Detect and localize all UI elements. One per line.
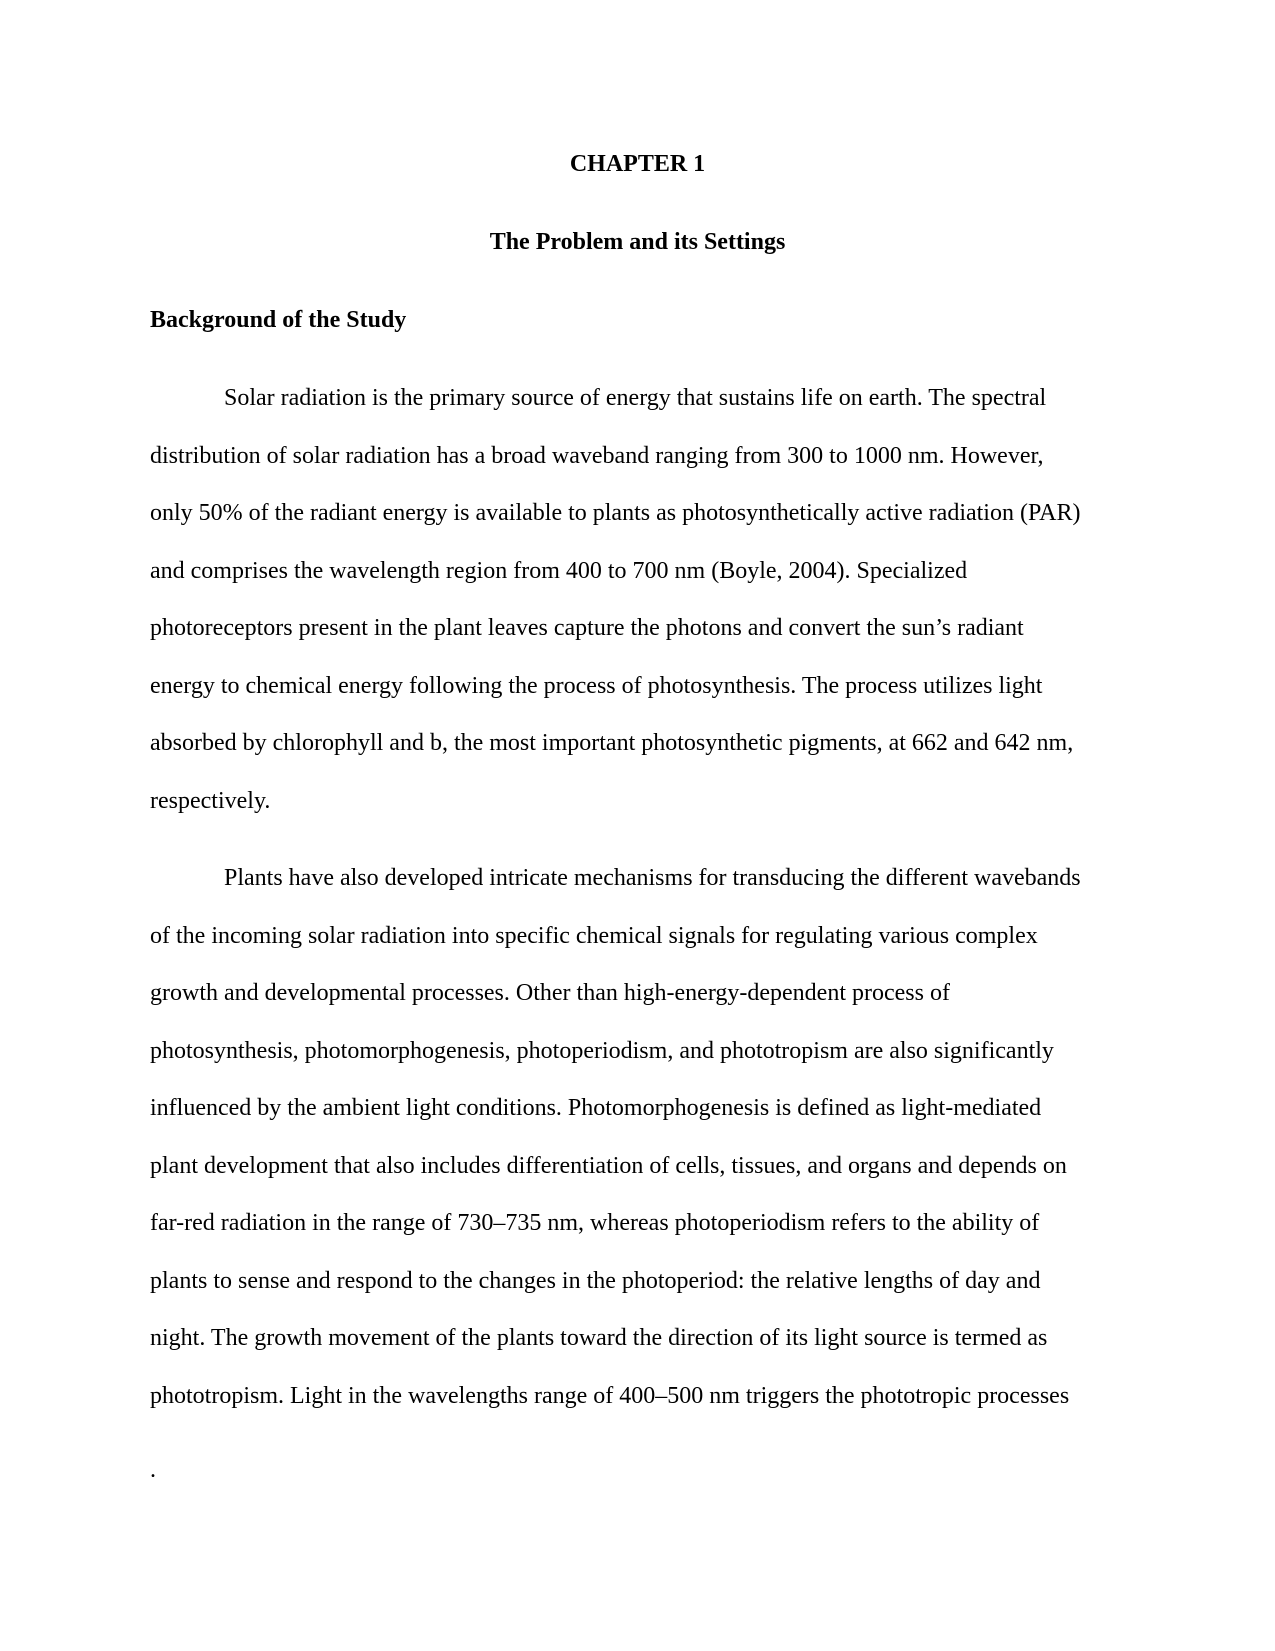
chapter-title: The Problem and its Settings [489, 229, 786, 255]
paragraph-line: only 50% of the radiant energy is available to plants as photosynthetically active radiation (PAR) [150, 500, 1081, 526]
paragraph-line: far-red radiation in the range of 730–735 nm, whereas photoperiodism refers to the ability of [150, 1210, 1040, 1236]
paragraph-line: growth and developmental processes. Other than high-energy-dependent process of [150, 980, 950, 1006]
paragraph-line: photosynthesis, photomorphogenesis, photoperiodism, and phototropism are also significantly [150, 1037, 1054, 1064]
chapter-heading: CHAPTER 1 [569, 151, 706, 177]
paragraph-1 [150, 384, 1130, 844]
paragraph-line: phototropism. Light in the wavelengths range of 400–500 nm triggers the phototropic processes [150, 1382, 1070, 1409]
paragraph-line: photoreceptors present in the plant leaves capture the photons and convert the sun’s radiant [150, 615, 1024, 641]
paragraph-line: Solar radiation is the primary source of energy that sustains life on earth. The spectral [224, 385, 1047, 411]
paragraph-line: absorbed by chlorophyll and b, the most important photosynthetic pigments, at 662 and 642 nm, [150, 730, 1074, 756]
paragraph-2 [150, 864, 1130, 1439]
footer-mark: . [150, 1457, 156, 1483]
paragraph-line: night. The growth movement of the plants toward the direction of its light source is termed as [150, 1325, 1048, 1351]
paragraph-line: respectively. [150, 787, 271, 814]
paragraph-line: distribution of solar radiation has a broad waveband ranging from 300 to 1000 nm. However, [150, 442, 1044, 469]
paragraph-line: plant development that also includes differentiation of cells, tissues, and organs and depends on [150, 1152, 1067, 1179]
paragraph-line: energy to chemical energy following the process of photosynthesis. The process utilizes light [150, 672, 1043, 699]
paragraph-line: Plants have also developed intricate mechanisms for transducing the different wavebands [224, 865, 1081, 891]
paragraph-line: plants to sense and respond to the changes in the photoperiod: the relative lengths of day and [150, 1267, 1041, 1294]
paragraph-line: and comprises the wavelength region from 400 to 700 nm (Boyle, 2004). Specialized [150, 557, 968, 584]
paragraph-line: influenced by the ambient light conditions. Photomorphogenesis is defined as light-mediated [150, 1095, 1042, 1121]
section-heading: Background of the Study [150, 307, 407, 333]
paragraph-line: of the incoming solar radiation into specific chemical signals for regulating various complex [150, 922, 1038, 949]
